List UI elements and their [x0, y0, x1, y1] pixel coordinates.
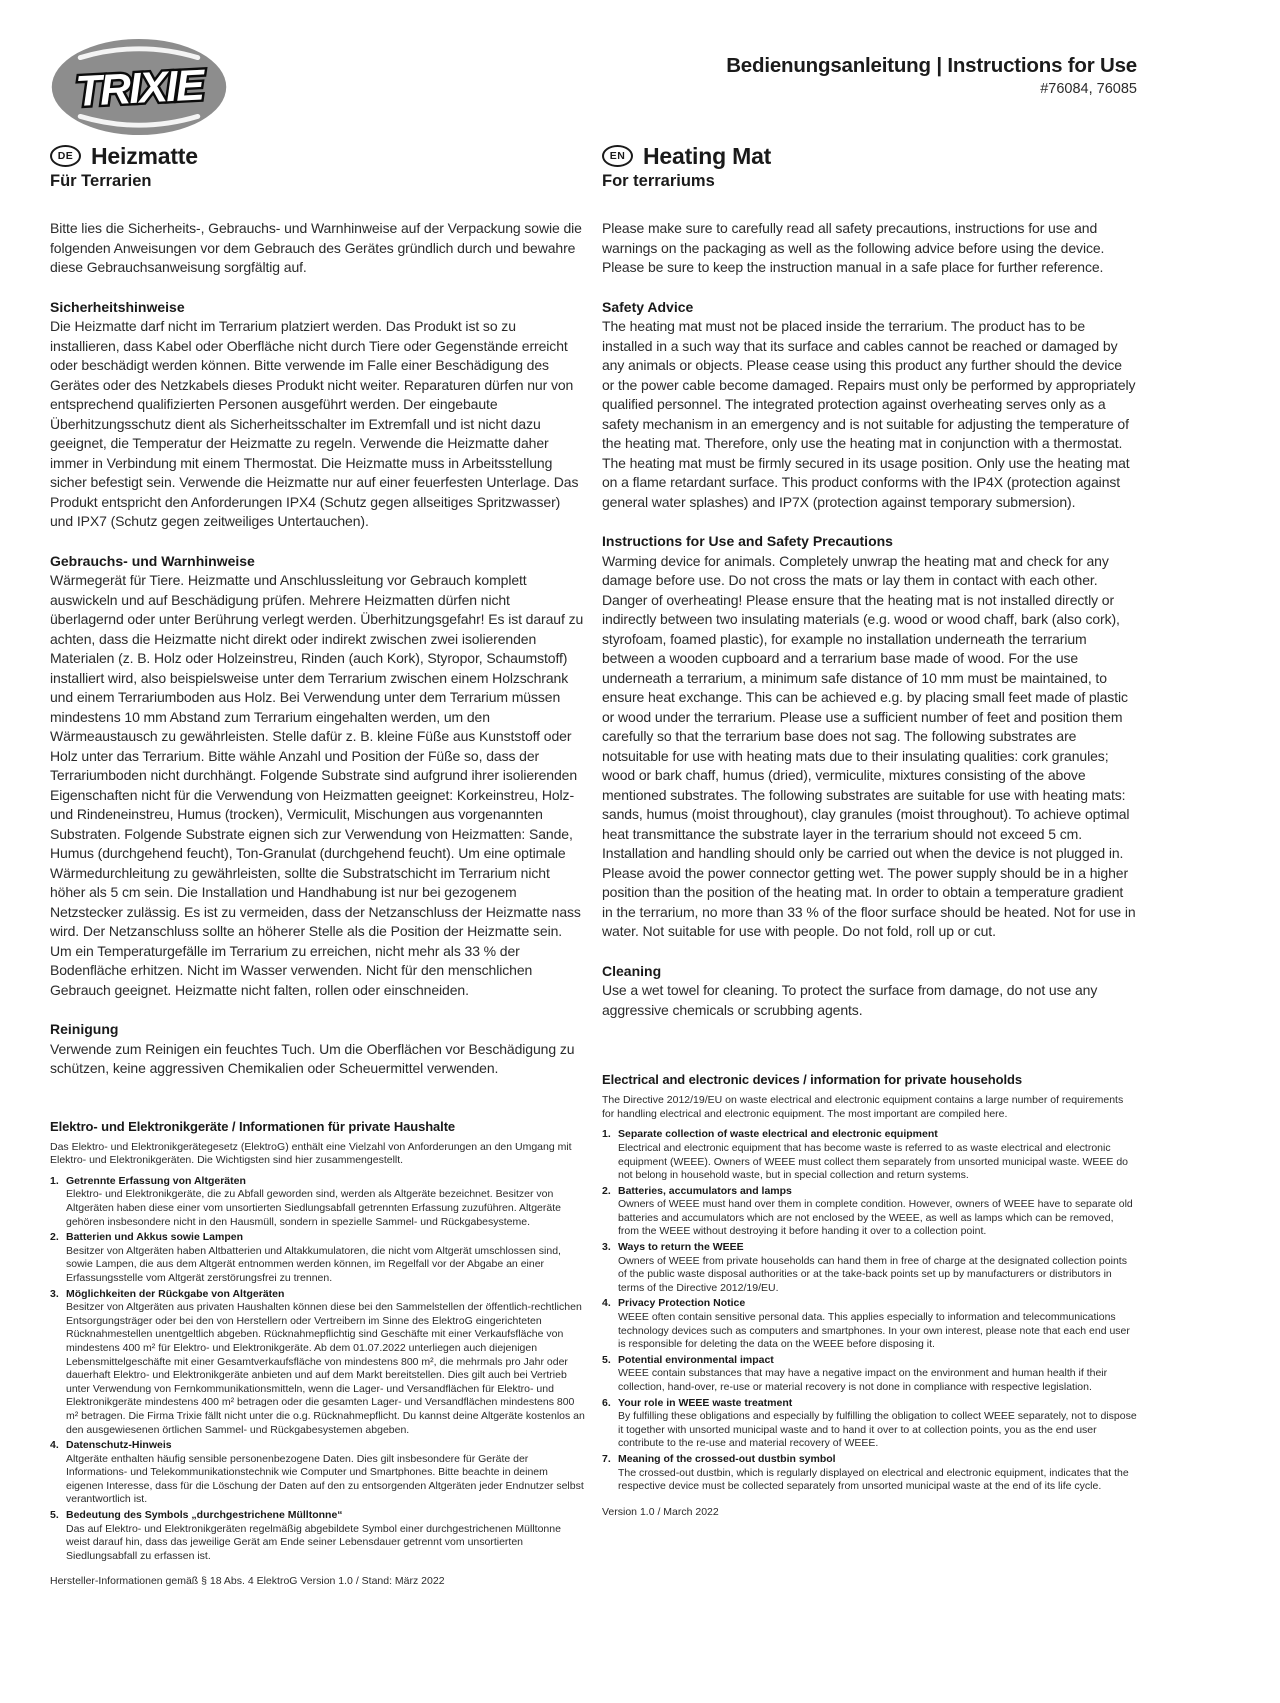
section-body-cleaning-en: Use a wet towel for cleaning. To protect the surface from damage, do not use any aggressive chemicals or scrubbing agents.: [602, 982, 1098, 1018]
legal-list-de: [50, 1175, 585, 1564]
legal-item-body: WEEE contain substances that may have a negative impact on the environment and human health if their collection, hand-over, re-use or material recovery is not done in compliance with respective legislation.: [618, 1367, 1108, 1394]
legal-list-item: [602, 1397, 1137, 1451]
legal-item-body: Altgeräte enthalten häufig sensible personenbezogene Daten. Dies gilt insbesondere für Geräte der Informations- und Telekommunikationstechnik wie Computer und Smartphones. Bitte beachte in deinem eigenen Interesse, dass für die Löschung der Daten auf den zu entsorgenden Altgeräten jeder Endnutzer selbst verantwortlich ist.: [66, 1452, 584, 1506]
english-product-title: Heating Mat: [643, 143, 772, 169]
legal-list-item: [50, 1439, 585, 1507]
german-column: [50, 144, 585, 1600]
legal-item-title: Batterien und Akkus sowie Lampen: [66, 1231, 243, 1244]
document-title: Bedienungsanleitung | Instructions for Use: [726, 54, 1137, 77]
legal-list-item: [50, 1509, 585, 1563]
german-intro-paragraph: Bitte lies die Sicherheits-, Gebrauchs- und Warnhinweise auf der Verpackung sowie die folgenden Anweisungen vor dem Gebrauch des Gerätes gründlich durch und bewahre diese Gebrauchsanweisung sorgfältig auf.: [50, 220, 582, 276]
trixie-logo: [50, 38, 228, 136]
german-legal-section: [50, 1119, 585, 1589]
legal-list-item: [50, 1231, 585, 1285]
legal-list-item: [602, 1354, 1137, 1395]
section-body-safety-de: Die Heizmatte darf nicht im Terrarium platziert werden. Das Produkt ist so zu installieren, dass Kabel oder Oberfläche nicht durch Tiere oder Gegenstände erreicht oder beschädigt werden können. Bitte verwende im Falle einer Beschädigung des Gerätes oder des Netzkabels dieses Produkt nicht weiter. Reparaturen dürfen nur von entsprechend qualifizierten Personen ausgeführt werden. Der eingebaute Überhitzungsschutz dient als Sicherheitsschalter im Extremfall und ist nicht dazu geeignet, die Temperatur der Heizmatte zu regeln. Verwende die Heizmatte daher immer in Verbindung mit einem Thermostat. Die Heizmatte muss in Arbeitsstellung sicher befestigt sein. Verwende die Heizmatte nur auf einer feuerfesten Unterlage. Das Produkt entspricht den Anforderungen IPX4 (Schutz gegen allseitiges Spritzwasser) und IPX7 (Schutz gegen zeitweiliges Untertauchen).: [50, 318, 579, 530]
english-legal-section: [602, 1072, 1137, 1519]
legal-item-title: Getrennte Erfassung von Altgeräten: [66, 1174, 246, 1187]
de-language-badge: DE: [50, 145, 81, 167]
section-body-safety-en: The heating mat must not be placed inside the terrarium. The product has to be installed in a such way that its surface and cables cannot be reached or damaged by any animals or objects. Please cease using this product any further should the device or the power cable become damaged. Repairs must only be performed by appropriately qualified personnel. The integrated protection against overheating serves only as a safety mechanism in an emergency and is not suitable for adjusting the temperature of the heating mat. Therefore, only use the heating mat in conjunction with a thermostat. The heating mat must be firmly secured in its usage position. Only use the heating mat on a flame retardant surface. This product conforms with the IP4X (protection against general water splashes) and IP7X (protection against temporary submersion).: [602, 318, 1136, 510]
legal-list-item: [50, 1288, 585, 1438]
section-heading-safety-de: Sicherheitshinweise: [50, 298, 185, 315]
product-codes: #76084, 76085: [1040, 81, 1137, 97]
legal-item-body: Electrical and electronic equipment that has become waste is referred to as waste electrical and electronic equipment (WEEE). Owners of WEEE must collect them separately from unsorted municipal waste. WEEE do not belong in household waste, but in special collection and return systems.: [618, 1141, 1129, 1182]
legal-list-item: [602, 1241, 1137, 1295]
section-heading-use-en: Instructions for Use and Safety Precautions: [602, 533, 893, 550]
legal-item-body: Besitzer von Altgeräten haben Altbatterien und Altakkumulatoren, die nicht vom Altgerät umschlossen sind, sowie Lampen, die aus dem Altgerät entnommen werden können, im Regelfall vor der Abgabe an einer Erfassungsstelle vom Altgerät zerstörungsfrei zu trennen.: [66, 1244, 561, 1284]
legal-list-item: [602, 1297, 1137, 1351]
legal-list-item: [602, 1453, 1137, 1494]
english-intro-paragraph: Please make sure to carefully read all safety precautions, instructions for use and warnings on the packaging as well as the following advice before using the device. Please be sure to keep the instruction manual in a safe place for further reference.: [602, 220, 1105, 276]
section-heading-cleaning-en: Cleaning: [602, 962, 662, 979]
legal-item-title: Batteries, accumulators and lamps: [618, 1184, 792, 1197]
english-title-row: [602, 144, 1137, 168]
legal-item-body: Owners of WEEE must hand over them in complete condition. However, owners of WEEE have to separate old batteries and accumulators which are not enclosed by the WEEE, as well as lamps which can be removed, from the WEEE without destroying it before handing it over to a collection point.: [618, 1198, 1133, 1238]
legal-item-body: WEEE often contain sensitive personal data. This applies especially to information and telecommunications technology devices such as computers and smartphones. In your own interest, please note that each end user is responsible for deleting the data on the WEEE before disposing it.: [618, 1311, 1130, 1351]
legal-intro-en: The Directive 2012/19/EU on waste electrical and electronic equipment contains a large number of requirements for handling electrical and electronic equipment. The most important are compiled here.: [602, 1094, 1124, 1120]
legal-list-en: [602, 1128, 1137, 1493]
legal-heading-de: Elektro- und Elektronikgeräte / Informationen für private Haushalte: [50, 1118, 456, 1134]
legal-intro-de: Das Elektro- und Elektronikgerätegesetz (ElektroG) enthält eine Vielzahl von Anforderungen an den Umgang mit Elektro- und Elektronikgeräten. Die Wichtigsten sind hier zusammengestellt.: [50, 1140, 572, 1167]
legal-item-title: Separate collection of waste electrical and electronic equipment: [618, 1128, 938, 1141]
legal-item-body: The crossed-out dustbin, which is regularly displayed on electrical and electronic equipment, indicates that the respective device must be collected separately from unsorted municipal waste at the end of its life cycle.: [618, 1466, 1129, 1493]
section-heading-use-de: Gebrauchs- und Warnhinweise: [50, 552, 255, 569]
page-header: [50, 38, 1137, 136]
legal-list-item: [602, 1128, 1137, 1182]
legal-item-title: Ways to return the WEEE: [618, 1241, 744, 1254]
legal-item-body: Besitzer von Altgeräten aus privaten Haushalten können diese bei den Sammelstellen der öffentlich-rechtlichen Entsorgungsträger oder bei den von Herstellern oder Vertreibern im Sinne des ElektroG eingerichteten Rücknahmestellen unentgeltlich abgeben. Rücknahmepflichtig sind Geschäfte mit einer Verkaufsfläche von mindestens 400 m² für Elektro- und Elektronikgeräte. Ab dem 01.07.2022 unterliegen auch diejenigen Lebensmittelgeschäfte mit einer Gesamtverkaufsfläche von mindestens 800 m², die mehrmals pro Jahr oder dauerhaft Elektro- und Elektronikgeräte anbieten und auf dem Markt bereitstellen. Dies gilt auch bei Vertrieb unter Verwendung von Fernkommunikationsmitteln, wenn die Lager- und Versandflächen für Elektro- und Elektronikgeräte mindestens 400 m² betragen oder die gesamten Lager- und Versandflächen mindestens 800 m² betragen. Die Firma Trixie fällt nicht unter die o.g. Rücknahmepflicht. Du kannst deine Altgeräte kostenlos an den ausgewiesenen örtlichen Sammel- und Rückgabesystemen abgeben.: [66, 1301, 585, 1436]
legal-item-title: Potential environmental impact: [618, 1353, 774, 1366]
legal-item-title: Bedeutung des Symbols „durchgestrichene Mülltonne“: [66, 1509, 343, 1522]
legal-list-item: [50, 1175, 585, 1229]
legal-item-body: Elektro- und Elektronikgeräte, die zu Abfall geworden sind, werden als Altgeräte bezeichnet. Besitzer von Altgeräten haben diese einer vom unsortierten Siedlungsabfall getrennten Erfassung zuzuführen. Altgeräte gehören insbesondere nicht in den Hausmüll, sondern in spezielle Sammel- und Rückgabesysteme.: [66, 1188, 561, 1228]
english-product-subtitle: For terrariums: [602, 172, 715, 191]
section-heading-cleaning-de: Reinigung: [50, 1021, 119, 1038]
legal-heading-en: Electrical and electronic devices / information for private households: [602, 1072, 1022, 1088]
english-column: [602, 144, 1137, 1600]
section-heading-safety-en: Safety Advice: [602, 298, 694, 315]
legal-list-item: [602, 1185, 1137, 1239]
manufacturer-info-footer: Hersteller-Informationen gemäß § 18 Abs. 4 ElektroG Version 1.0 / Stand: März 2022: [50, 1575, 445, 1588]
section-body-use-de: Wärmegerät für Tiere. Heizmatte und Anschlussleitung vor Gebrauch komplett auswickeln und auf Beschädigung prüfen. Mehrere Heizmatten dürfen nicht überlagernd oder unter Berührung verlegt werden. Überhitzungsgefahr! Es ist darauf zu achten, dass die Heizmatte nicht direkt oder indirekt zwischen zwei isolierenden Materialen (z. B. Holz oder Holzeinstreu, Rinden (auch Kork), Styropor, Schaumstoff) installiert wird, also beispielsweise unter dem Terrarium zwischen einem Holzschrank und einem Terrariumboden aus Holz. Bei Verwendung unter dem Terrarium müssen mindestens 10 mm Abstand zum Terrarium eingehalten werden, um den Wärmeaustausch zu gewährleisten. Stelle dafür z. B. kleine Füße aus Kunststoff oder Holz unter das Terrarium. Bitte wähle Anzahl und Position der Füße so, dass der Terrariumboden nicht durchhängt. Folgende Substrate sind aufgrund ihrer isolierenden Eigenschaften nicht für die Verwendung von Heizmatten geeignet: Korkeinstreu, Holz- und Rindeneinstreu, Humus (trocken), Vermiculit, Mischungen aus vorgenannten Substraten. Folgende Substrate eignen sich zur Verwendung von Heizmatten: Sande, Humus (durchgehend feucht), Ton-Granulat (durchgehend feucht). Um eine optimale Wärmedurchleitung zu gewährleisten, sollte die Substratschicht im Terrarium nicht höher als 5 cm sein. Die Installation und Handhabung ist nur bei gezogenem Netzstecker zulässig. Es ist zu vermeiden, dass der Netzanschluss der Heizmatte nass wird. Der Netzanschluss sollte an höherer Stelle als die Position der Heizmatte sein. Um ein Temperaturgefälle im Terrarium zu erreichen, nicht mehr als 33 % der Bodenfläche erhitzen. Nicht im Wasser verwenden. Nicht für den menschlichen Gebrauch geeignet. Heizmatte nicht falten, rollen oder einschneiden.: [50, 572, 584, 998]
section-body-use-en: Warming device for animals. Completely unwrap the heating mat and check for any damage before use. Do not cross the mats or lay them in contact with each other. Danger of overheating! Please ensure that the heating mat is not installed directly or indirectly between two insulating materials (e.g. wood or wood chaff, bark (also cork), styrofoam, foamed plastic), for example no installation underneath the terrarium between a wooden cupboard and a terrarium base made of wood. For the use underneath a terrarium, a minimum safe distance of 10 mm must be maintained, to ensure heat exchange. This can be achieved e.g. by placing small feet made of plastic or wood under the terrarium. Please use a sufficient number of feet and position them carefully so that the terrarium base does not sag. The following substrates are notsuitable for use with heating mats due to their insulating qualities: cork granules; wood or bark chaff, humus (dried), vermiculite, mixtures consisting of the above mentioned substrates. The following substrates are suitable for use with heating mats: sands, humus (moist throughout), clay granules (moist throughout). To achieve optimal heat transmittance the substrate layer in the terrarium should not exceed 5 cm. Installation and handling should only be carried out when the device is not plugged in. Please avoid the power connector getting wet. The power supply should be in a higher position than the position of the heating mat. In order to obtain a temperature gradient in the terrarium, no more than 33 % of the floor surface should be heated. Not for use in water. Not suitable for use with people. Do not fold, roll up or cut.: [602, 552, 1136, 940]
section-body-cleaning-de: Verwende zum Reinigen ein feuchtes Tuch. Um die Oberflächen vor Beschädigung zu schützen, keine aggressiven Chemikalien oder Scheuermittel verwenden.: [50, 1040, 575, 1077]
header-title-block: [726, 38, 1137, 97]
legal-item-title: Möglichkeiten der Rückgabe von Altgeräten: [66, 1287, 285, 1300]
legal-item-title: Meaning of the crossed-out dustbin symbol: [618, 1452, 836, 1465]
legal-item-title: Datenschutz-Hinweis: [66, 1439, 172, 1452]
legal-item-title: Your role in WEEE waste treatment: [618, 1396, 793, 1409]
two-column-layout: [50, 144, 1137, 1600]
version-footer: Version 1.0 / March 2022: [602, 1505, 719, 1518]
german-product-subtitle: Für Terrarien: [50, 172, 152, 191]
legal-item-title: Privacy Protection Notice: [618, 1297, 746, 1310]
german-product-title: Heizmatte: [91, 143, 198, 169]
en-language-badge: EN: [602, 145, 633, 167]
german-title-row: [50, 144, 585, 168]
trixie-logo-text: TRIXIE: [74, 61, 204, 116]
legal-item-body: Das auf Elektro- und Elektronikgeräten regelmäßig abgebildete Symbol einer durchgestrichenen Mülltonne weist darauf hin, dass das jeweilige Gerät am Ende seiner Lebensdauer getrennt vom unsortierten Siedlungsabfall zu erfassen ist.: [66, 1522, 561, 1562]
trixie-logo-graphic: [50, 38, 228, 136]
legal-item-body: Owners of WEEE from private households can hand them in free of charge at the designated collection points of the public waste disposal authorities or at the take-back points set up by manufacturers or distributors in terms of the Directive 2012/19/EU.: [618, 1254, 1127, 1294]
legal-item-body: By fulfilling these obligations and especially by fulfilling the obligation to collect WEEE separately, not to dispose it together with unsorted municipal waste and to hand it over to at collection points, you as the end user contribute to the re-use and material recovery of WEEE.: [618, 1410, 1137, 1450]
